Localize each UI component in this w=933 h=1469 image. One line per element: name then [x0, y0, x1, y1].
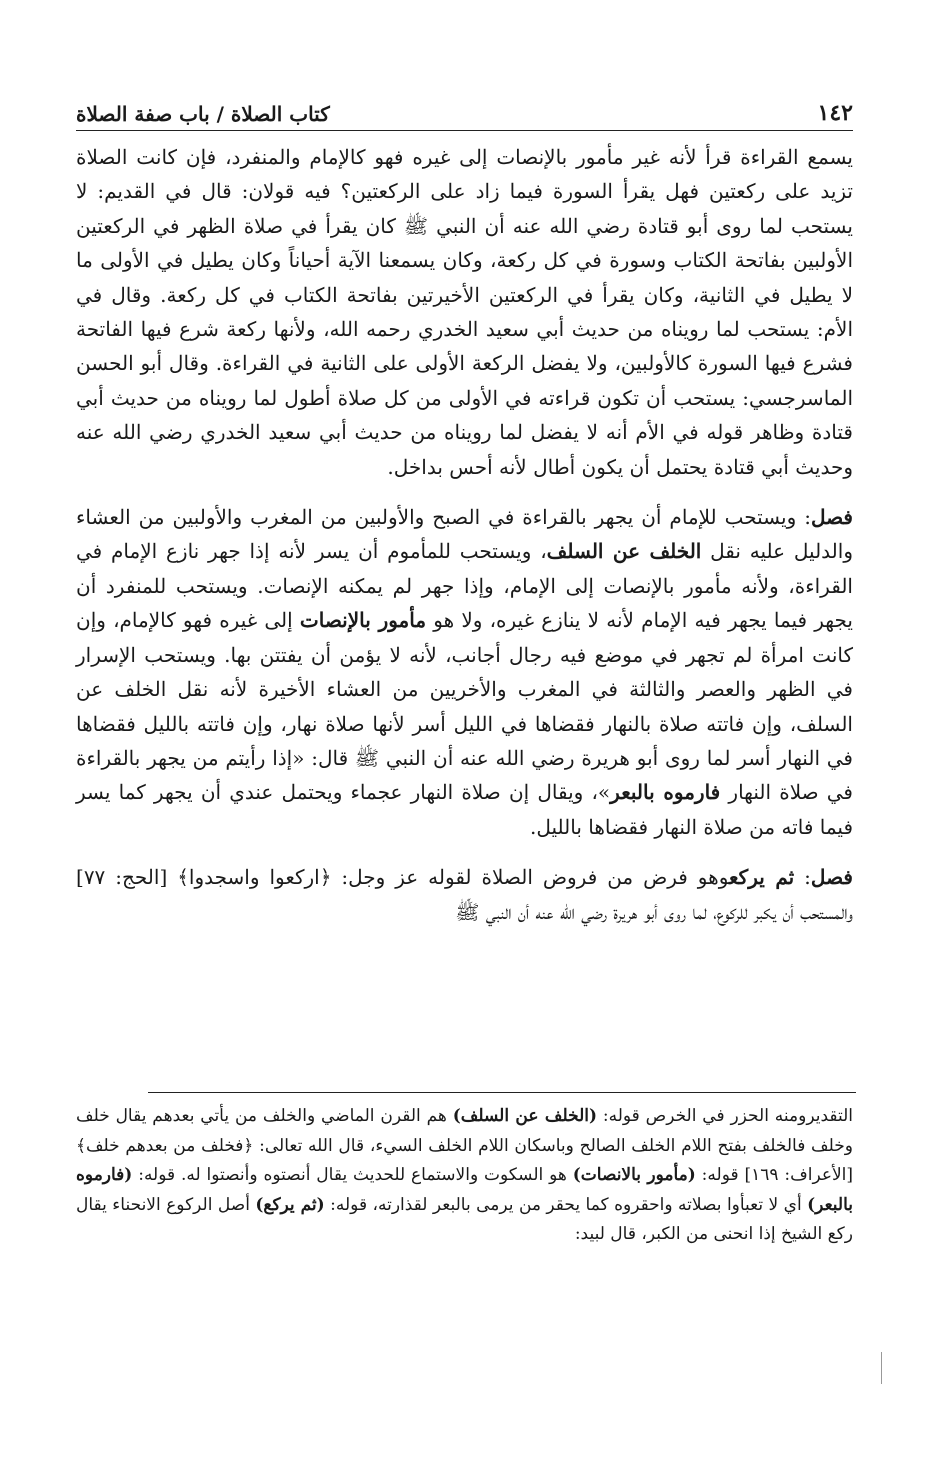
bold-term-rukoo: ثم يركع	[729, 865, 795, 890]
section-label: فصل	[810, 505, 853, 530]
footnote-term-khalaf: (الخلف عن السلف)	[452, 1106, 598, 1126]
paragraph-2	[76, 500, 853, 844]
bold-term-khalaf: الخلف عن السلف	[546, 539, 702, 564]
footnote-text	[76, 1102, 853, 1250]
footnote-text-b: هم القرن الماضي والخلف من يأتي بعدهم يقال خلف وخلف فالخلف بفتح اللام الخلف الصالح وباسكان اللام الخلف السيء، قال الله تعالى: ﴿فخلف من بعدهم خلف﴾[الأعراف: ١٦٩] قوله:	[76, 1106, 854, 1186]
page-header	[76, 86, 853, 131]
bold-term-insat: مأمور بالإنصات	[299, 608, 427, 633]
paragraph-3-text-a: :	[794, 865, 811, 890]
section-label: فصل	[810, 865, 853, 890]
footnote-text-e: أصل الركوع الانحناء يقال ركع الشيخ إذا انحنى من الكبر، قال لبيد:	[76, 1194, 853, 1245]
footnote-text-d: أي لا تعبأوا بصلاته واحقروه كما يحقر من يرمى بالبعر لقذارته، قوله:	[324, 1194, 808, 1215]
paragraph-3-text-b: وهو فرض من فروض الصلاة لقوله عز وجل: ﴿اركعوا واسجدوا﴾ [الحج: ٧٧] والمستحب أن يكبر للركوع، لما روى أبو هريرة رضي الله عنه أن النبي ﷺ	[76, 865, 853, 924]
footnote-text-c: هو السكوت والاستماع للحديث يقال أنصتوه وأنصتوا له. قوله:	[132, 1165, 573, 1186]
paragraph-1: يسمع القراءة قرأ لأنه غير مأمور بالإنصات إلى غيره فهو كالإمام والمنفرد، فإن كانت الصلاة تزيد على ركعتين فهل يقرأ السورة فيما زاد على الركعتين؟ فيه قولان: قال في القديم: لا يستحب لما روى أبو قتادة رضي الله عنه أن النبي ﷺ كان يقرأ في صلاة الظهر في الركعتين الأولبين بفاتحة الكتاب وسورة في كل ركعة، وكان يسمعنا الآية أحياناً وكان يطيل في الأولى ما لا يطيل في الثانية، وكان يقرأ في الركعتين الأخيرتين بفاتحة الكتاب في كل ركعة. وقال في الأم: يستحب لما رويناه من حديث أبي سعيد الخدري رحمه الله، ولأنها ركعة شرع فيها الفاتحة فشرع فيها السورة كالأولبين، ولا يفضل الركعة الأولى على الثانية في القراءة. وقال أبو الحسن الماسرجسي: يستحب أن تكون قراءته في الأولى من كل صلاة أطول لما رويناه من حديث أبي قتادة وظاهر قوله في الأم أنه لا يفضل لما رويناه من حديث أبي سعيد الخدري رضي الله عنه وحديث أبي قتادة يحتمل أن يكون أطال لأنه أحس بداخل.	[76, 145, 853, 479]
footnote-term-rukoo: (ثم يركع)	[255, 1194, 325, 1215]
running-title: كتاب الصلاة / باب صفة الصلاة	[76, 102, 330, 126]
footnote-separator	[148, 1092, 856, 1093]
main-text	[76, 140, 853, 945]
paragraph-3	[76, 860, 853, 929]
footnotes	[76, 1102, 853, 1250]
footnote-term-insat: (مأمور بالانصات)	[572, 1165, 696, 1186]
paragraph-2-text-d: »، ويقال إن صلاة النهار عجماء ويحتمل عندي أن يجهر كما يسر فيما فاته من صلاة النهار فقضاها بالليل.	[76, 780, 853, 839]
bold-term-buar: فارموه بالبعر	[610, 780, 721, 805]
paragraph-2-text-a: : ويستحب للإمام أن يجهر بالقراءة في الصبح والأولبين من المغرب والأولبين من العشاء والدليل عليه نقل	[76, 505, 853, 564]
margin-mark	[881, 1352, 882, 1384]
paragraph-2-text-c: إلى غيره فهو كالإمام، وإن كانت امرأة لم تجهر في موضع فيه رجال أجانب، لأنه لا يؤمن أن يفتتن بها. ويستحب الإسرار في الظهر والعصر والثالثة في المغرب والأخريين من العشاء الأخيرة لأنه نقل الخلف عن السلف، وإن فاتته صلاة بالنهار فقضاها في الليل أسر لأنها صلاة نهار، وإن فاتته بالليل فقضاها في النهار أسر لما روى أبو هريرة رضي الله عنه أن النبي ﷺ قال: «إذا رأيتم من يجهر بالقراءة في صلاة النهار	[76, 608, 853, 805]
page-number: ١٤٢	[817, 100, 853, 126]
paragraph-2-text-b: ، ويستحب للمأموم أن يسر لأنه إذا جهر نازع الإمام في القراءة، ولأنه مأمور بالإنصات إلى الإمام، وإذا جهر لم يمكنه الإنصات. ويستحب للمنفرد أن يجهر فيما يجهر فيه الإمام لأنه لا ينازع غيره، ولا هو	[76, 539, 854, 633]
footnote-text-a: التقديرومنه الحزر في الخرص قوله:	[597, 1106, 853, 1126]
footnote-term-buar: (فارموه بالبعر)	[76, 1165, 853, 1215]
